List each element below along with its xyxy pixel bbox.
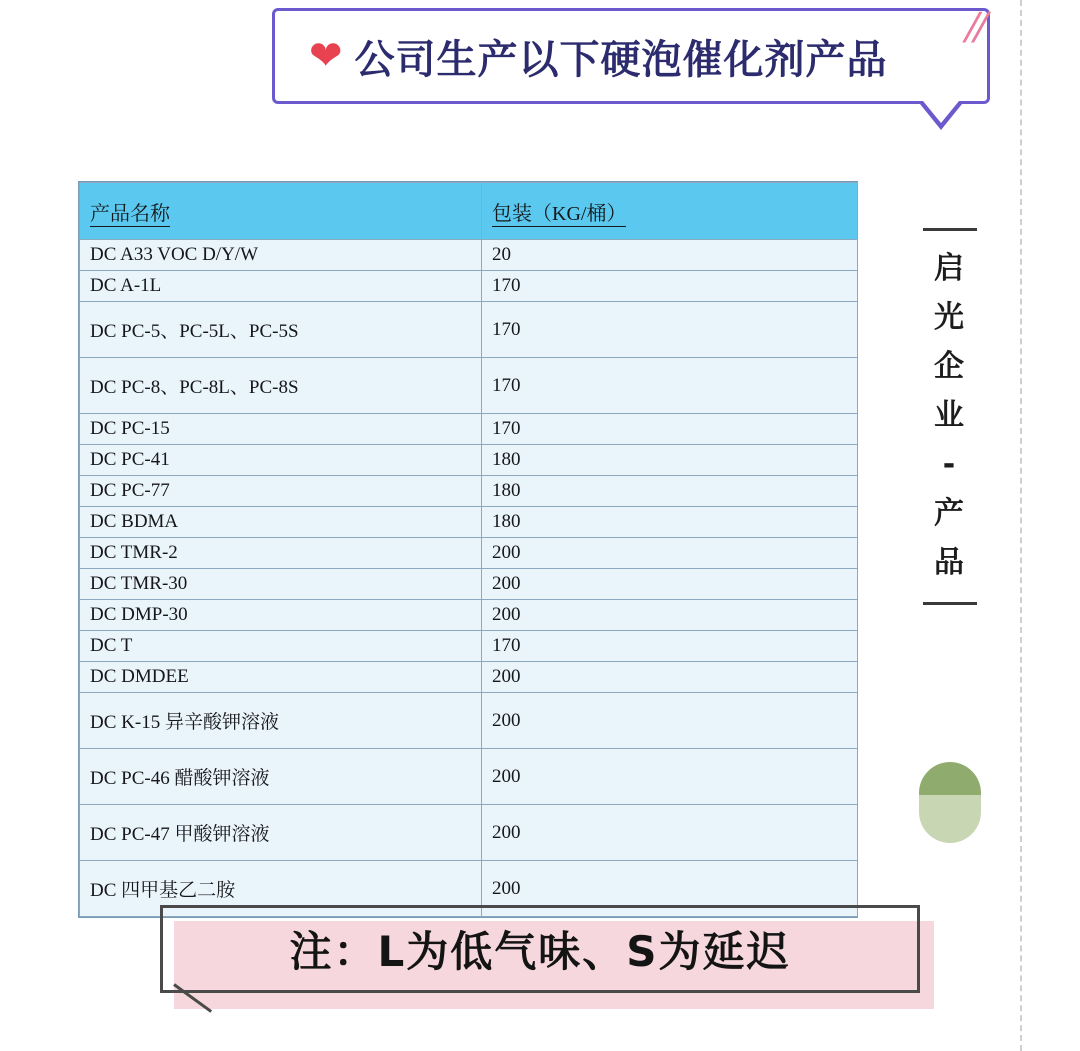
banner-notch-inner [923,101,959,123]
table-row [80,240,858,271]
cell-packaging: 200 [482,749,858,805]
cell-product-name: DC T [80,631,482,662]
cell-packaging: 180 [482,445,858,476]
side-char: 产 [934,496,966,531]
table-header-row [80,183,858,240]
table-row [80,631,858,662]
cell-packaging: 200 [482,693,858,749]
column-header-packaging: 包装（KG/桶） [482,183,858,240]
product-table [79,182,858,917]
side-char: 企 [934,349,966,384]
cell-product-name: DC TMR-30 [80,569,482,600]
cell-product-name: DC PC-15 [80,414,482,445]
page-title: 公司生产以下硬泡催化剂产品 [354,36,888,83]
cell-packaging: 200 [482,569,858,600]
table-row [80,600,858,631]
slash-decoration-icon: // [961,1,990,52]
table-row [80,805,858,861]
cell-product-name: DC DMP-30 [80,600,482,631]
table-row [80,302,858,358]
side-brand-block [905,228,995,605]
cell-product-name: DC A33 VOC D/Y/W [80,240,482,271]
table-row [80,538,858,569]
cell-packaging: 200 [482,662,858,693]
footer-note [160,905,950,1015]
side-char: 业 [934,398,966,433]
cell-product-name: DC 四甲基乙二胺 [80,861,482,917]
banner-frame [272,8,990,104]
side-char: 启 [934,251,966,286]
cell-product-name: DC PC-47 甲酸钾溶液 [80,805,482,861]
cell-product-name: DC TMR-2 [80,538,482,569]
column-header-product-name: 产品名称 [80,183,482,240]
table-row [80,445,858,476]
table-row [80,569,858,600]
side-vertical-text [905,245,995,588]
cell-packaging: 200 [482,861,858,917]
cell-product-name: DC PC-8、PC-8L、PC-8S [80,358,482,414]
cell-packaging: 200 [482,600,858,631]
heart-icon: ❤ [309,34,343,78]
side-char: 光 [934,300,966,335]
cell-packaging: 170 [482,271,858,302]
cell-product-name: DC PC-41 [80,445,482,476]
side-rule-bottom [923,602,977,605]
note-frame [160,905,920,993]
accent-circle-overlay [919,795,981,843]
cell-packaging: 170 [482,302,858,358]
cell-packaging: 170 [482,358,858,414]
table-row [80,749,858,805]
note-text: 注：L为低气味、S为延迟 [289,927,791,976]
table-row [80,414,858,445]
cell-packaging: 200 [482,538,858,569]
cell-product-name: DC DMDEE [80,662,482,693]
cell-product-name: DC K-15 异辛酸钾溶液 [80,693,482,749]
cell-product-name: DC BDMA [80,507,482,538]
table-row [80,662,858,693]
header-banner [272,1,1002,138]
side-char: 品 [934,545,966,580]
cell-product-name: DC PC-5、PC-5L、PC-5S [80,302,482,358]
cell-packaging: 180 [482,476,858,507]
cell-product-name: DC PC-77 [80,476,482,507]
table-body [80,240,858,917]
cell-product-name: DC PC-46 醋酸钾溶液 [80,749,482,805]
cell-packaging: 170 [482,414,858,445]
table-row [80,358,858,414]
table-row [80,693,858,749]
product-table-container [78,181,858,918]
page-right-edge [1020,0,1080,1051]
table-row [80,476,858,507]
cell-packaging: 170 [482,631,858,662]
table-row [80,507,858,538]
side-rule-top [923,228,977,231]
cell-packaging: 200 [482,805,858,861]
side-char: - [942,447,958,482]
cell-packaging: 20 [482,240,858,271]
cell-product-name: DC A-1L [80,271,482,302]
cell-packaging: 180 [482,507,858,538]
table-row [80,271,858,302]
